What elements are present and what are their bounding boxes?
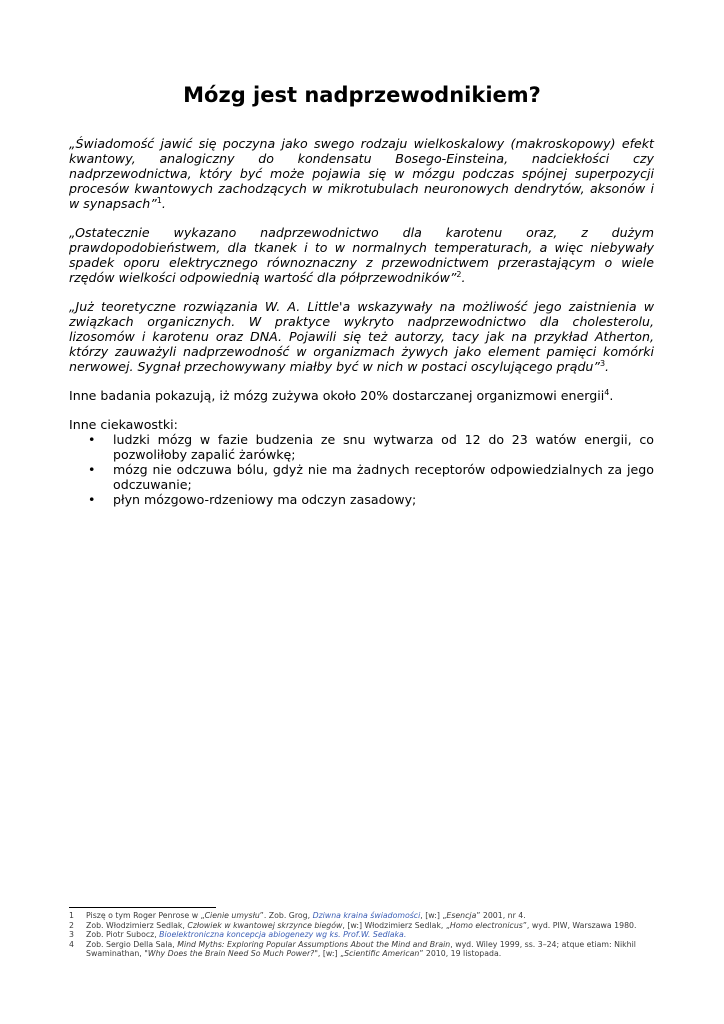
list-item-text: ludzki mózg w fazie budzenia ze snu wytwarza od 12 do 23 watów energii, co pozwoliłoby zapalić żarówkę;	[113, 432, 654, 462]
quote-paragraph-3	[69, 299, 654, 374]
footnote-text: Piszę o tym Roger Penrose w „	[86, 911, 205, 920]
footnote-text: Zob. Piotr Subocz,	[86, 930, 160, 939]
footnote-text: Zob. Włodzimierz Sedlak,	[86, 920, 188, 930]
paragraph-energy	[69, 388, 654, 403]
footnote-text: , [w:] „	[420, 911, 447, 920]
footnote-title: Mind Myths: Exploring Popular Assumptions About the Mind and Brain	[177, 939, 451, 949]
paragraph-text: „Ostatecznie wykazano nadprzewodnictwo dla karotenu oraz, z dużym prawdopodobieństwem, dla tkanek i to w normalnych temperaturach, a więc niebywały spadek oporu elektrycznego równoznaczny z przewodnictwem przerastającym o wiele rzędów wielkości odpowiednią wartość dla półprzewodników”	[69, 225, 654, 285]
list-item-text: mózg nie odczuwa bólu, gdyż nie ma żadnych receptorów odpowiedzialnych za jego odczuwanie;	[113, 462, 654, 492]
footnote-text: ”. Zob. Grog,	[259, 911, 313, 920]
footnote-text: Zob. Sergio Della Sala,	[86, 939, 178, 949]
footnote-3	[69, 930, 669, 940]
list-intro: Inne ciekawostki:	[69, 417, 178, 432]
footnotes	[69, 911, 669, 959]
bullet: •	[88, 432, 96, 447]
footnote-1	[69, 911, 669, 921]
footnote-title: Homo electronicus	[449, 920, 523, 930]
paragraph-text: Inne badania pokazują, iż mózg zużywa około 20% dostarczanej organizmowi energii	[69, 388, 605, 403]
paragraph-tail: .	[609, 388, 614, 403]
footnote-title: Esencja	[446, 911, 477, 920]
footnote-ref-2[interactable]: 2	[456, 269, 462, 279]
paragraph-tail: .	[461, 270, 466, 285]
paragraph-tail: .	[605, 359, 610, 374]
footnote-ref-4[interactable]: 4	[604, 387, 610, 397]
footnote-title: Scientific American	[344, 949, 420, 958]
footnote-title: Why Does the Brain Need So Much Power?	[147, 949, 315, 958]
list-item	[69, 432, 654, 462]
page-title: Mózg jest nadprzewodnikiem?	[183, 83, 541, 107]
paragraph-tail: .	[161, 196, 166, 211]
footnote-text: , [w:] Włodzimierz Sedlak, „	[342, 920, 450, 930]
footnote-text: , wyd. Wiley 1999, ss. 3–24; atque etiam: Nikhil Swaminathan, "	[86, 939, 636, 958]
list-item	[69, 462, 654, 492]
quote-paragraph-1	[69, 136, 654, 211]
quote-paragraph-2	[69, 225, 654, 285]
footnote-text: ” 2001, nr 4.	[476, 911, 526, 920]
document-body	[69, 136, 654, 507]
footnote-title: Człowiek w kwantowej skrzynce biegów	[187, 920, 343, 930]
footnote-number: 3	[69, 930, 74, 939]
footnote-2	[69, 921, 669, 931]
list-item	[69, 492, 654, 507]
list-item-text: płyn mózgowo-rdzeniowy ma odczyn zasadowy;	[113, 492, 417, 507]
curiosities-list	[69, 432, 654, 507]
footnote-4	[69, 940, 669, 959]
footnote-text: ", [w:] „	[314, 949, 345, 958]
bullet: •	[88, 492, 96, 507]
footnote-number: 2	[69, 920, 74, 930]
paragraph-text: „Już teoretyczne rozwiązania W. A. Little'a wskazywały na możliwość jego zaistnienia w związkach organicznych. W praktyce wykryto nadprzewodnictwo dla cholesterolu, lizosomów i karotenu oraz DNA. Pojawili się też autorzy, tacy jak na przykład Atherton, którzy zauważyli nadprzewodność w organizmach żywych jako element pamięci komórki nerwowej. Sygnał przechowywany miałby być w nich w postaci oscylującego prądu”	[69, 299, 654, 374]
footnote-ref-1[interactable]: 1	[156, 195, 162, 205]
footnote-link[interactable]: Dziwna kraina świadomości	[312, 911, 421, 920]
footnote-ref-3[interactable]: 3	[599, 358, 606, 368]
footnote-text: ” 2010, 19 listopada.	[419, 949, 502, 958]
footnote-text: ”, wyd. PIW, Warszawa 1980.	[522, 920, 637, 930]
footnote-title: Cienie umysłu	[204, 911, 260, 920]
footnote-link[interactable]: Bioelektroniczna koncepcja abiogenezy wg ks. Prof.W. Sedlaka.	[159, 930, 407, 939]
footnote-number: 1	[69, 911, 74, 920]
paragraph-text: „Świadomość jawić się poczyna jako swego rodzaju wielkoskalowy (makroskopowy) efekt kwantowy, analogiczny do kondensatu Bosego-Einsteina, nadciekłości czy nadprzewodnictwa, który być może pojawia się w mózgu podczas spójnej superpozycji procesów kwantowych zachodzących w mikrotubulach neuronowych dendrytów, aksonów i w synapsach”	[69, 136, 654, 211]
footnote-number: 4	[69, 939, 74, 949]
footnote-separator	[69, 907, 216, 908]
bullet: •	[88, 462, 96, 477]
